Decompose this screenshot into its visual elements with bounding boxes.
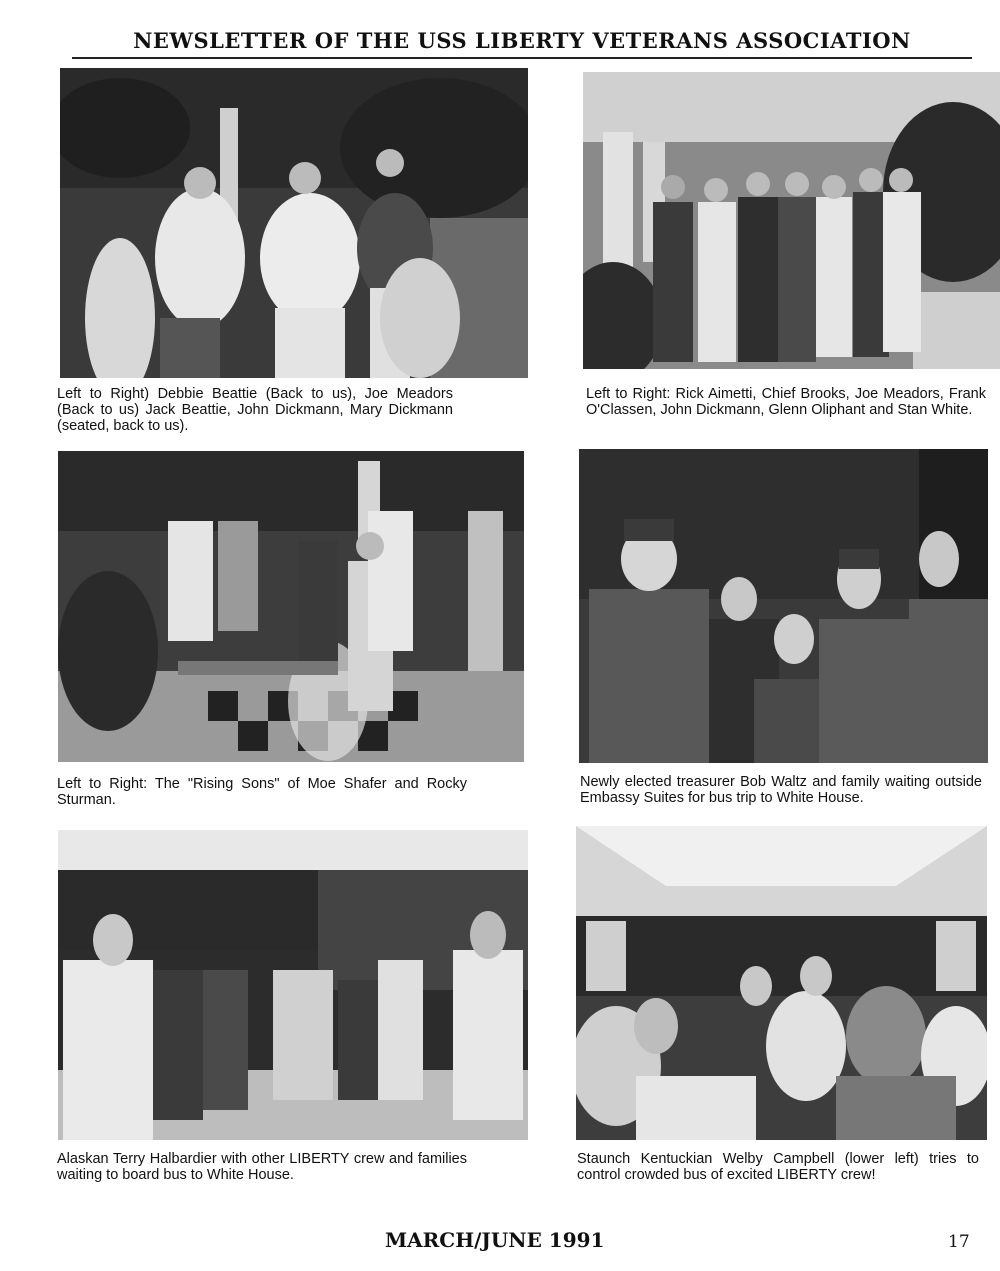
photo-6-image <box>576 826 987 1140</box>
photo-5-image <box>58 830 528 1140</box>
photo-4-image <box>579 449 988 763</box>
photo-3-image <box>58 451 524 762</box>
page-number: 17 <box>948 1232 970 1252</box>
photo-1-caption: Left to Right) Debbie Beattie (Back to us), Joe Meadors (Back to us) Jack Beattie, John Dickmann, Mary Dickmann (seated, back to us). <box>57 386 453 434</box>
masthead-rule <box>72 57 972 59</box>
photo-6-caption: Staunch Kentuckian Welby Campbell (lower left) tries to control crowded bus of excited LIBERTY crew! <box>577 1151 979 1183</box>
issue-date: MARCH/JUNE 1991 <box>385 1228 605 1252</box>
newsletter-masthead: NEWSLETTER OF THE USS LIBERTY VETERANS ASSOCIATION <box>133 28 911 53</box>
photo-3-caption: Left to Right: The "Rising Sons" of Moe Shafer and Rocky Sturman. <box>57 776 467 808</box>
photo-2-caption: Left to Right: Rick Aimetti, Chief Brooks, Joe Meadors, Frank O'Classen, John Dickmann, Glenn Oliphant and Stan White. <box>586 386 986 418</box>
photo-5-caption: Alaskan Terry Halbardier with other LIBERTY crew and families waiting to board bus to White House. <box>57 1151 467 1183</box>
photo-4 <box>579 449 988 763</box>
photo-2-image <box>583 72 1000 369</box>
photo-1-image <box>60 68 528 378</box>
photo-5 <box>58 830 528 1140</box>
photo-3 <box>58 451 524 762</box>
photo-4-caption: Newly elected treasurer Bob Waltz and family waiting outside Embassy Suites for bus trip to White House. <box>580 774 982 806</box>
photo-1 <box>60 68 528 378</box>
photo-2 <box>583 72 1000 369</box>
photo-6 <box>576 826 987 1140</box>
